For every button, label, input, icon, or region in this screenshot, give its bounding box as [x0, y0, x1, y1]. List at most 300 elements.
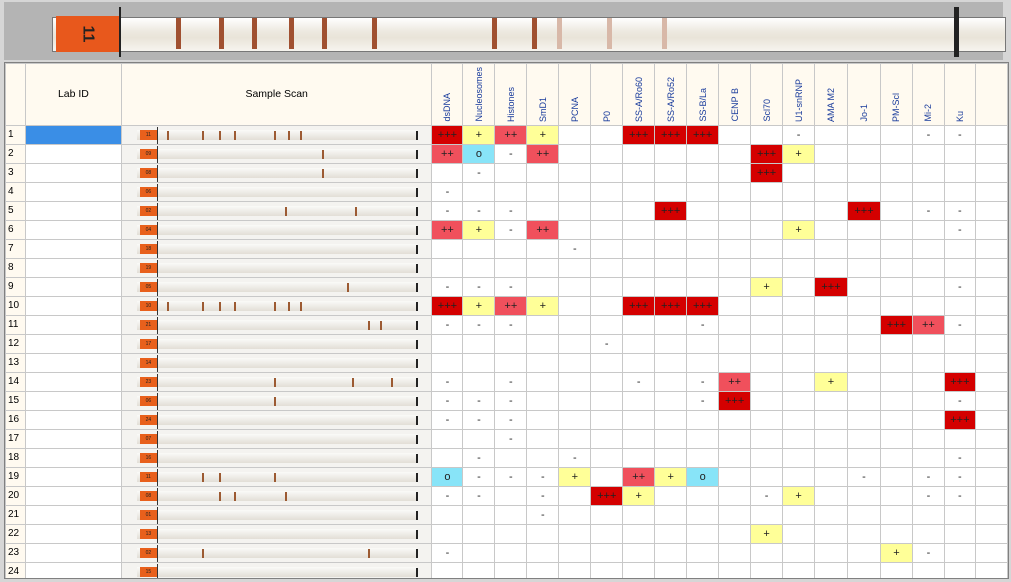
result-cell[interactable]	[880, 505, 912, 524]
table-row[interactable]	[6, 543, 1008, 562]
result-cell[interactable]	[751, 315, 783, 334]
result-cell[interactable]	[848, 144, 881, 163]
result-cell[interactable]: +	[751, 524, 783, 543]
result-cell[interactable]	[591, 239, 623, 258]
result-cell[interactable]	[655, 505, 687, 524]
result-cell[interactable]	[591, 125, 623, 144]
result-cell[interactable]	[912, 144, 944, 163]
table-row[interactable]	[6, 239, 1008, 258]
result-cell[interactable]: -	[495, 429, 527, 448]
result-cell[interactable]	[623, 334, 655, 353]
result-cell[interactable]	[944, 353, 975, 372]
result-cell[interactable]	[815, 524, 848, 543]
result-cell[interactable]	[719, 410, 751, 429]
result-cell[interactable]	[527, 201, 559, 220]
result-cell[interactable]: -	[687, 315, 719, 334]
result-cell[interactable]	[751, 201, 783, 220]
lab-id-cell[interactable]	[25, 201, 121, 220]
result-cell[interactable]	[719, 334, 751, 353]
result-cell[interactable]: +	[815, 372, 848, 391]
sample-scan-cell[interactable]	[121, 429, 432, 448]
result-cell[interactable]	[495, 524, 527, 543]
result-cell[interactable]	[463, 543, 495, 562]
lab-id-cell[interactable]	[25, 448, 121, 467]
result-cell[interactable]	[463, 429, 495, 448]
result-cell[interactable]: -	[463, 201, 495, 220]
result-cell[interactable]: -	[944, 448, 975, 467]
sample-scan-cell[interactable]	[121, 391, 432, 410]
result-cell[interactable]	[944, 296, 975, 315]
result-cell[interactable]	[719, 315, 751, 334]
result-cell[interactable]	[655, 391, 687, 410]
result-cell[interactable]	[591, 201, 623, 220]
result-cell[interactable]: +++	[687, 125, 719, 144]
result-cell[interactable]	[432, 334, 463, 353]
result-cell[interactable]: -	[944, 486, 975, 505]
lab-id-cell[interactable]	[25, 296, 121, 315]
result-cell[interactable]: +++	[591, 486, 623, 505]
result-cell[interactable]	[591, 524, 623, 543]
result-cell[interactable]	[751, 296, 783, 315]
result-cell[interactable]	[975, 562, 1007, 579]
result-cell[interactable]	[848, 410, 881, 429]
lab-id-cell[interactable]	[25, 524, 121, 543]
result-cell[interactable]	[912, 372, 944, 391]
result-cell[interactable]: -	[432, 372, 463, 391]
result-cell[interactable]	[880, 201, 912, 220]
sample-scan-cell[interactable]	[121, 524, 432, 543]
result-cell[interactable]	[848, 448, 881, 467]
result-cell[interactable]	[623, 391, 655, 410]
result-cell[interactable]	[912, 277, 944, 296]
sample-scan-cell[interactable]	[121, 410, 432, 429]
table-row[interactable]	[6, 201, 1008, 220]
lab-id-header[interactable]: Lab ID	[25, 64, 121, 126]
result-cell[interactable]	[623, 524, 655, 543]
result-cell[interactable]	[463, 353, 495, 372]
result-cell[interactable]	[912, 353, 944, 372]
sample-scan-cell[interactable]	[121, 353, 432, 372]
lab-id-cell[interactable]	[25, 505, 121, 524]
result-cell[interactable]	[719, 562, 751, 579]
result-cell[interactable]	[751, 391, 783, 410]
result-cell[interactable]	[687, 429, 719, 448]
result-cell[interactable]	[495, 505, 527, 524]
result-cell[interactable]	[591, 467, 623, 486]
result-cell[interactable]: +	[655, 467, 687, 486]
result-cell[interactable]	[975, 391, 1007, 410]
result-cell[interactable]	[848, 562, 881, 579]
result-cell[interactable]	[527, 429, 559, 448]
result-cell[interactable]	[623, 277, 655, 296]
antigen-header[interactable]	[975, 64, 1007, 126]
result-cell[interactable]	[463, 372, 495, 391]
result-cell[interactable]: +	[463, 296, 495, 315]
result-cell[interactable]	[687, 353, 719, 372]
result-cell[interactable]	[975, 543, 1007, 562]
result-cell[interactable]	[880, 448, 912, 467]
result-cell[interactable]	[944, 562, 975, 579]
result-cell[interactable]	[848, 391, 881, 410]
table-row[interactable]	[6, 296, 1008, 315]
antigen-header[interactable]	[880, 64, 912, 126]
result-cell[interactable]: +	[751, 277, 783, 296]
sample-scan-cell[interactable]	[121, 144, 432, 163]
result-cell[interactable]	[719, 277, 751, 296]
result-cell[interactable]: -	[463, 467, 495, 486]
result-cell[interactable]	[848, 372, 881, 391]
result-cell[interactable]	[559, 258, 591, 277]
result-cell[interactable]	[719, 429, 751, 448]
result-cell[interactable]	[848, 277, 881, 296]
result-cell[interactable]: -	[912, 467, 944, 486]
result-cell[interactable]: -	[591, 334, 623, 353]
result-cell[interactable]	[527, 524, 559, 543]
result-cell[interactable]	[432, 448, 463, 467]
result-cell[interactable]	[815, 182, 848, 201]
result-cell[interactable]	[559, 334, 591, 353]
result-cell[interactable]: -	[944, 467, 975, 486]
result-cell[interactable]	[975, 353, 1007, 372]
result-cell[interactable]	[655, 486, 687, 505]
result-cell[interactable]	[975, 486, 1007, 505]
result-cell[interactable]	[463, 239, 495, 258]
result-cell[interactable]	[687, 163, 719, 182]
result-cell[interactable]	[848, 163, 881, 182]
result-cell[interactable]	[623, 505, 655, 524]
table-row[interactable]	[6, 125, 1008, 144]
result-cell[interactable]	[559, 429, 591, 448]
result-cell[interactable]	[463, 258, 495, 277]
result-cell[interactable]: +++	[751, 163, 783, 182]
result-cell[interactable]	[719, 524, 751, 543]
result-cell[interactable]	[880, 163, 912, 182]
result-cell[interactable]: +++	[687, 296, 719, 315]
result-cell[interactable]	[655, 543, 687, 562]
result-cell[interactable]	[623, 353, 655, 372]
result-cell[interactable]: -	[432, 391, 463, 410]
result-cell[interactable]	[527, 258, 559, 277]
result-cell[interactable]	[815, 163, 848, 182]
result-cell[interactable]: -	[751, 486, 783, 505]
result-cell[interactable]	[591, 543, 623, 562]
result-cell[interactable]	[591, 410, 623, 429]
result-cell[interactable]	[848, 296, 881, 315]
result-cell[interactable]	[655, 353, 687, 372]
result-cell[interactable]	[912, 505, 944, 524]
result-cell[interactable]	[751, 220, 783, 239]
antigen-header[interactable]	[944, 64, 975, 126]
result-cell[interactable]: +	[783, 220, 815, 239]
result-cell[interactable]	[783, 524, 815, 543]
result-cell[interactable]: -	[527, 486, 559, 505]
result-cell[interactable]	[591, 391, 623, 410]
table-row[interactable]	[6, 429, 1008, 448]
table-row[interactable]	[6, 353, 1008, 372]
result-cell[interactable]	[783, 505, 815, 524]
result-cell[interactable]: -	[687, 372, 719, 391]
result-cell[interactable]	[719, 144, 751, 163]
result-cell[interactable]	[815, 410, 848, 429]
result-cell[interactable]	[527, 277, 559, 296]
sample-scan-cell[interactable]	[121, 448, 432, 467]
result-cell[interactable]	[719, 448, 751, 467]
result-cell[interactable]	[655, 429, 687, 448]
result-cell[interactable]: o	[463, 144, 495, 163]
result-cell[interactable]: +++	[655, 201, 687, 220]
sample-scan-cell[interactable]	[121, 201, 432, 220]
result-cell[interactable]	[719, 182, 751, 201]
result-cell[interactable]	[880, 258, 912, 277]
result-cell[interactable]	[975, 125, 1007, 144]
result-cell[interactable]	[880, 524, 912, 543]
result-cell[interactable]: +++	[944, 410, 975, 429]
result-cell[interactable]	[719, 505, 751, 524]
result-cell[interactable]: +++	[848, 201, 881, 220]
result-cell[interactable]	[559, 163, 591, 182]
result-cell[interactable]	[687, 144, 719, 163]
antigen-header[interactable]	[495, 64, 527, 126]
result-cell[interactable]	[944, 429, 975, 448]
result-cell[interactable]	[975, 201, 1007, 220]
result-cell[interactable]	[623, 239, 655, 258]
result-cell[interactable]	[880, 334, 912, 353]
result-cell[interactable]	[591, 163, 623, 182]
result-cell[interactable]	[687, 505, 719, 524]
result-cell[interactable]: +	[559, 467, 591, 486]
result-cell[interactable]	[944, 163, 975, 182]
result-cell[interactable]	[527, 163, 559, 182]
table-row[interactable]	[6, 258, 1008, 277]
table-row[interactable]	[6, 334, 1008, 353]
result-cell[interactable]: -	[495, 201, 527, 220]
lab-id-cell[interactable]	[25, 144, 121, 163]
result-cell[interactable]	[591, 505, 623, 524]
result-cell[interactable]	[975, 315, 1007, 334]
result-cell[interactable]	[527, 391, 559, 410]
result-cell[interactable]: -	[463, 448, 495, 467]
sample-scan-cell[interactable]	[121, 372, 432, 391]
result-cell[interactable]	[559, 353, 591, 372]
result-cell[interactable]	[975, 239, 1007, 258]
result-cell[interactable]	[591, 182, 623, 201]
result-cell[interactable]	[783, 562, 815, 579]
result-cell[interactable]: -	[463, 163, 495, 182]
result-cell[interactable]	[783, 334, 815, 353]
result-cell[interactable]	[848, 334, 881, 353]
result-cell[interactable]: ++	[432, 144, 463, 163]
result-cell[interactable]	[463, 334, 495, 353]
result-cell[interactable]: -	[559, 448, 591, 467]
result-cell[interactable]	[975, 410, 1007, 429]
lab-id-cell[interactable]	[25, 258, 121, 277]
result-cell[interactable]	[591, 353, 623, 372]
result-cell[interactable]	[463, 182, 495, 201]
result-cell[interactable]: -	[944, 315, 975, 334]
result-cell[interactable]	[591, 220, 623, 239]
result-cell[interactable]	[655, 220, 687, 239]
result-cell[interactable]	[815, 144, 848, 163]
result-cell[interactable]	[623, 201, 655, 220]
result-cell[interactable]	[912, 448, 944, 467]
result-cell[interactable]	[944, 505, 975, 524]
result-cell[interactable]	[687, 410, 719, 429]
result-cell[interactable]	[975, 448, 1007, 467]
result-cell[interactable]	[655, 239, 687, 258]
result-cell[interactable]	[912, 220, 944, 239]
result-cell[interactable]: -	[495, 372, 527, 391]
result-cell[interactable]	[975, 258, 1007, 277]
result-cell[interactable]	[623, 448, 655, 467]
result-cell[interactable]	[975, 524, 1007, 543]
result-cell[interactable]: +++	[655, 125, 687, 144]
table-row[interactable]	[6, 163, 1008, 182]
result-cell[interactable]	[432, 429, 463, 448]
result-cell[interactable]	[912, 334, 944, 353]
result-cell[interactable]	[815, 258, 848, 277]
result-cell[interactable]	[975, 467, 1007, 486]
result-cell[interactable]	[815, 315, 848, 334]
result-cell[interactable]	[783, 258, 815, 277]
antigen-header[interactable]	[719, 64, 751, 126]
result-cell[interactable]	[527, 448, 559, 467]
result-cell[interactable]	[559, 125, 591, 144]
result-cell[interactable]	[623, 410, 655, 429]
table-row[interactable]	[6, 410, 1008, 429]
result-cell[interactable]	[944, 258, 975, 277]
result-cell[interactable]	[783, 429, 815, 448]
result-cell[interactable]: -	[495, 391, 527, 410]
result-cell[interactable]	[719, 296, 751, 315]
result-cell[interactable]	[815, 543, 848, 562]
result-cell[interactable]	[912, 410, 944, 429]
result-cell[interactable]	[463, 524, 495, 543]
lab-id-cell[interactable]	[25, 486, 121, 505]
result-cell[interactable]: -	[432, 543, 463, 562]
result-cell[interactable]: +	[463, 125, 495, 144]
result-cell[interactable]	[880, 125, 912, 144]
result-cell[interactable]	[655, 448, 687, 467]
result-cell[interactable]	[719, 467, 751, 486]
result-cell[interactable]	[655, 315, 687, 334]
result-cell[interactable]: -	[432, 182, 463, 201]
result-cell[interactable]	[783, 277, 815, 296]
result-cell[interactable]	[495, 163, 527, 182]
result-cell[interactable]	[751, 334, 783, 353]
result-cell[interactable]	[559, 562, 591, 579]
result-cell[interactable]	[432, 163, 463, 182]
result-cell[interactable]	[912, 163, 944, 182]
result-cell[interactable]	[687, 182, 719, 201]
result-cell[interactable]	[783, 201, 815, 220]
result-cell[interactable]	[591, 315, 623, 334]
antigen-header[interactable]	[655, 64, 687, 126]
result-cell[interactable]	[783, 543, 815, 562]
result-cell[interactable]	[912, 562, 944, 579]
result-cell[interactable]	[559, 296, 591, 315]
result-cell[interactable]	[815, 201, 848, 220]
result-cell[interactable]	[783, 315, 815, 334]
result-cell[interactable]	[655, 410, 687, 429]
result-cell[interactable]	[591, 562, 623, 579]
result-cell[interactable]	[815, 353, 848, 372]
result-cell[interactable]	[848, 220, 881, 239]
result-cell[interactable]	[559, 315, 591, 334]
result-cell[interactable]	[591, 277, 623, 296]
result-cell[interactable]	[880, 182, 912, 201]
lab-id-cell[interactable]	[25, 429, 121, 448]
result-cell[interactable]: +++	[623, 296, 655, 315]
result-cell[interactable]	[880, 144, 912, 163]
result-cell[interactable]	[559, 201, 591, 220]
result-cell[interactable]	[495, 258, 527, 277]
result-cell[interactable]: +++	[719, 391, 751, 410]
lab-id-cell[interactable]	[25, 277, 121, 296]
result-cell[interactable]: +	[783, 144, 815, 163]
result-cell[interactable]	[783, 372, 815, 391]
result-cell[interactable]	[559, 391, 591, 410]
result-cell[interactable]	[655, 163, 687, 182]
result-cell[interactable]: -	[495, 220, 527, 239]
result-cell[interactable]	[527, 315, 559, 334]
result-cell[interactable]	[944, 144, 975, 163]
result-cell[interactable]	[783, 163, 815, 182]
result-cell[interactable]	[815, 334, 848, 353]
result-cell[interactable]	[975, 182, 1007, 201]
lab-id-cell[interactable]	[25, 163, 121, 182]
lab-id-cell[interactable]	[25, 410, 121, 429]
result-cell[interactable]: -	[495, 467, 527, 486]
result-cell[interactable]: o	[687, 467, 719, 486]
result-cell[interactable]	[623, 315, 655, 334]
result-cell[interactable]: -	[687, 391, 719, 410]
result-cell[interactable]: -	[944, 125, 975, 144]
result-cell[interactable]: -	[944, 220, 975, 239]
result-cell[interactable]	[623, 543, 655, 562]
antigen-header[interactable]	[687, 64, 719, 126]
result-cell[interactable]	[687, 524, 719, 543]
result-cell[interactable]	[880, 486, 912, 505]
sample-scan-cell[interactable]	[121, 505, 432, 524]
result-cell[interactable]	[880, 467, 912, 486]
result-cell[interactable]: -	[944, 201, 975, 220]
result-cell[interactable]: o	[432, 467, 463, 486]
table-row[interactable]	[6, 144, 1008, 163]
result-cell[interactable]	[559, 144, 591, 163]
result-cell[interactable]	[751, 410, 783, 429]
result-cell[interactable]: +++	[944, 372, 975, 391]
antigen-header[interactable]	[591, 64, 623, 126]
result-cell[interactable]	[591, 144, 623, 163]
result-cell[interactable]	[655, 524, 687, 543]
result-cell[interactable]	[463, 505, 495, 524]
result-cell[interactable]	[559, 486, 591, 505]
result-cell[interactable]	[623, 429, 655, 448]
table-row[interactable]	[6, 562, 1008, 579]
result-cell[interactable]	[880, 277, 912, 296]
sample-scan-cell[interactable]	[121, 486, 432, 505]
lab-id-cell[interactable]	[25, 391, 121, 410]
result-cell[interactable]	[623, 258, 655, 277]
result-cell[interactable]: ++	[527, 144, 559, 163]
lab-id-cell[interactable]	[25, 125, 121, 144]
table-row[interactable]	[6, 182, 1008, 201]
result-cell[interactable]	[975, 277, 1007, 296]
result-cell[interactable]: ++	[495, 296, 527, 315]
result-cell[interactable]	[687, 486, 719, 505]
result-cell[interactable]	[751, 543, 783, 562]
result-cell[interactable]	[912, 391, 944, 410]
